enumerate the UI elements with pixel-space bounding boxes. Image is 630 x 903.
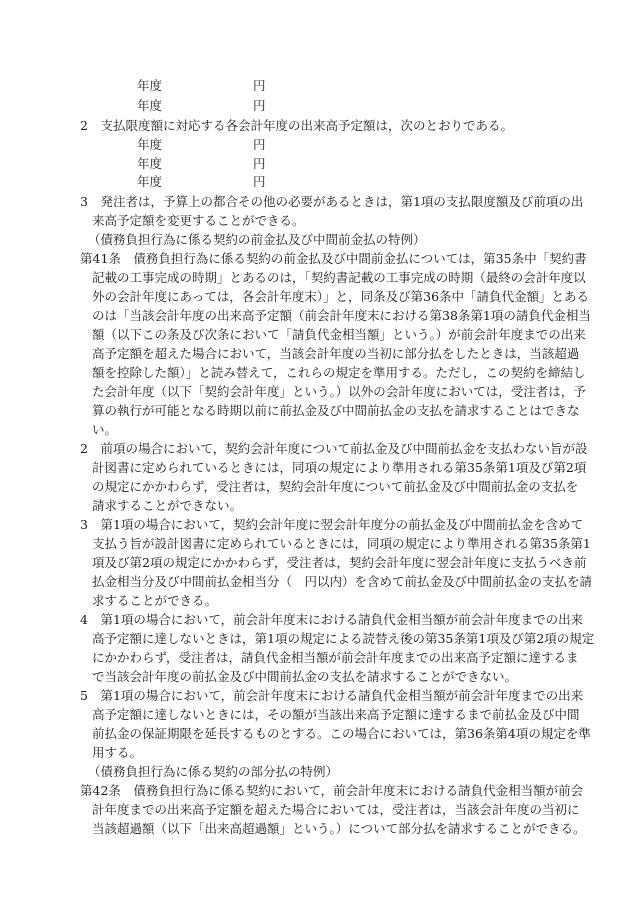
- paragraph-3-line: 来高予定額を変更することができる。: [92, 213, 305, 228]
- article-41-line: 算の執行が可能となる時期以前に前払金及び中間前払金の支払を請求することはできな: [92, 403, 580, 418]
- article-41-line: 外の会計年度にあっては，各会計年度末）」と，同条及び第36条中「請負代金額」とある: [92, 289, 590, 304]
- article-42-line: 当該超過額（以下「出来高超過額」という。）について部分払を請求することができる。: [92, 821, 586, 836]
- paragraph-2: 2 支払限度額に対応する各会計年度の出来高予定額は，次のとおりである。: [80, 118, 513, 133]
- article-41-para-3-line: 3 第1項の場合において，契約会計年度に翌会計年度分の前払金及び中間前払金を含めて: [80, 517, 584, 532]
- article-41-line: い。: [92, 422, 118, 437]
- article-41-para-5-line: 前払金の保証期限を延長するものとする。この場合においては，第36条第4項の規定を準: [92, 726, 591, 741]
- article-42-line: 第42条 債務負担行為に係る契約において，前会計年度末における請負代金相当額が前会: [80, 783, 584, 798]
- yen-label: 円: [253, 137, 266, 152]
- article-41-para-2-line: 計図書に定められているときには，同項の規定により準用される第35条第1項及び第2項: [92, 460, 587, 475]
- article-41-line: た会計年度（以下「契約会計年度」という。）以外の会計年度においては，受注者は，予: [92, 384, 586, 399]
- fiscal-year-label: 年度: [137, 98, 163, 113]
- fiscal-year-label: 年度: [137, 78, 163, 93]
- article-41-line: のは「当該会計年度の出来高予定額（前会計年度末における第38条第1項の請負代金相当: [92, 308, 591, 323]
- article-41-para-4-line: 4 第1項の場合において，前会計年度末における請負代金相当額が前会計年度までの出来: [80, 612, 584, 627]
- article-41-para-5-line: 用する。: [92, 745, 143, 760]
- article-42-line: 計年度までの出来高予定額を超えた場合においては，受注者は，当該会計年度の当初に: [92, 802, 580, 817]
- article-41-para-4-line: 高予定額に達しないときは，第1項の規定による読替え後の第35条第1項及び第2項の規定: [92, 631, 595, 646]
- yen-label: 円: [253, 98, 266, 113]
- article-41-para-5-line: 5 第1項の場合において，前会計年度末における請負代金相当額が前会計年度までの出来: [80, 688, 584, 703]
- article-41-para-2-line: 請求することができない。: [92, 498, 243, 513]
- fiscal-year-label: 年度: [137, 137, 163, 152]
- article-41-line: 高予定額を超えた場合において，当該会計年度の当初に部分払をしたときは，当該超過: [92, 346, 580, 361]
- article-41-para-5-line: 高予定額に達しないときには，その額が当該出来高予定額に達するまで前払金及び中間: [92, 707, 580, 722]
- article-41-para-4-line: で当該会計年度の前払金及び中間前払金の支払を請求することができない。: [92, 669, 518, 684]
- article-41-para-2-line: の規定にかかわらず，受注者は，契約会計年度について前払金及び中間前払金の支払を: [92, 479, 579, 494]
- section-heading-41: （債務負担行為に係る契約の前金払及び中間前金払の特例）: [88, 232, 426, 247]
- article-41-para-3-line: 項及び第2項の規定にかかわらず，受注者は，契約会計年度に翌会計年度に支払うべき前: [92, 555, 587, 570]
- fiscal-year-label: 年度: [137, 174, 163, 189]
- article-41-line: 記載の工事完成の時期」とあるのは，「契約書記載の工事完成の時期（最終の会計年度以: [92, 270, 586, 285]
- yen-label: 円: [253, 78, 266, 93]
- yen-label: 円: [253, 156, 266, 171]
- paragraph-3-line: 3 発注者は，予算上の都合その他の必要があるときは，第1項の支払限度額及び前項の出: [80, 194, 584, 209]
- article-41-line: 第41条 債務負担行為に係る契約の前金払及び中間前金払については，第35条中「契約書: [80, 251, 587, 266]
- article-41-para-3-line: 支払う旨が設計図書に定められているときには，同項の規定により準用される第35条第1: [92, 536, 591, 551]
- article-41-para-4-line: にかかわらず，受注者は，請負代金相当額が前会計年度までの出来高予定額に達するま: [92, 650, 579, 665]
- yen-label: 円: [253, 174, 266, 189]
- fiscal-year-label: 年度: [137, 156, 163, 171]
- article-41-line: 額（以下この条及び次条において「請負代金相当額」という。）が前会計年度までの出来: [92, 327, 586, 342]
- article-41-para-2-line: 2 前項の場合において，契約会計年度について前払金及び中間前払金を支払わない旨が設: [80, 441, 588, 456]
- article-41-line: 額を控除した額）」と読み替えて，これらの規定を準用する。ただし，この契約を締結し: [92, 365, 586, 380]
- article-41-para-3-line: 払金相当分及び中間前払金相当分（ 円以内）を含めて前払金及び中間前払金の支払を請: [92, 574, 593, 589]
- section-heading-42: （債務負担行為に係る契約の部分払の特例）: [88, 764, 339, 779]
- article-41-para-3-line: 求することができる。: [92, 593, 218, 608]
